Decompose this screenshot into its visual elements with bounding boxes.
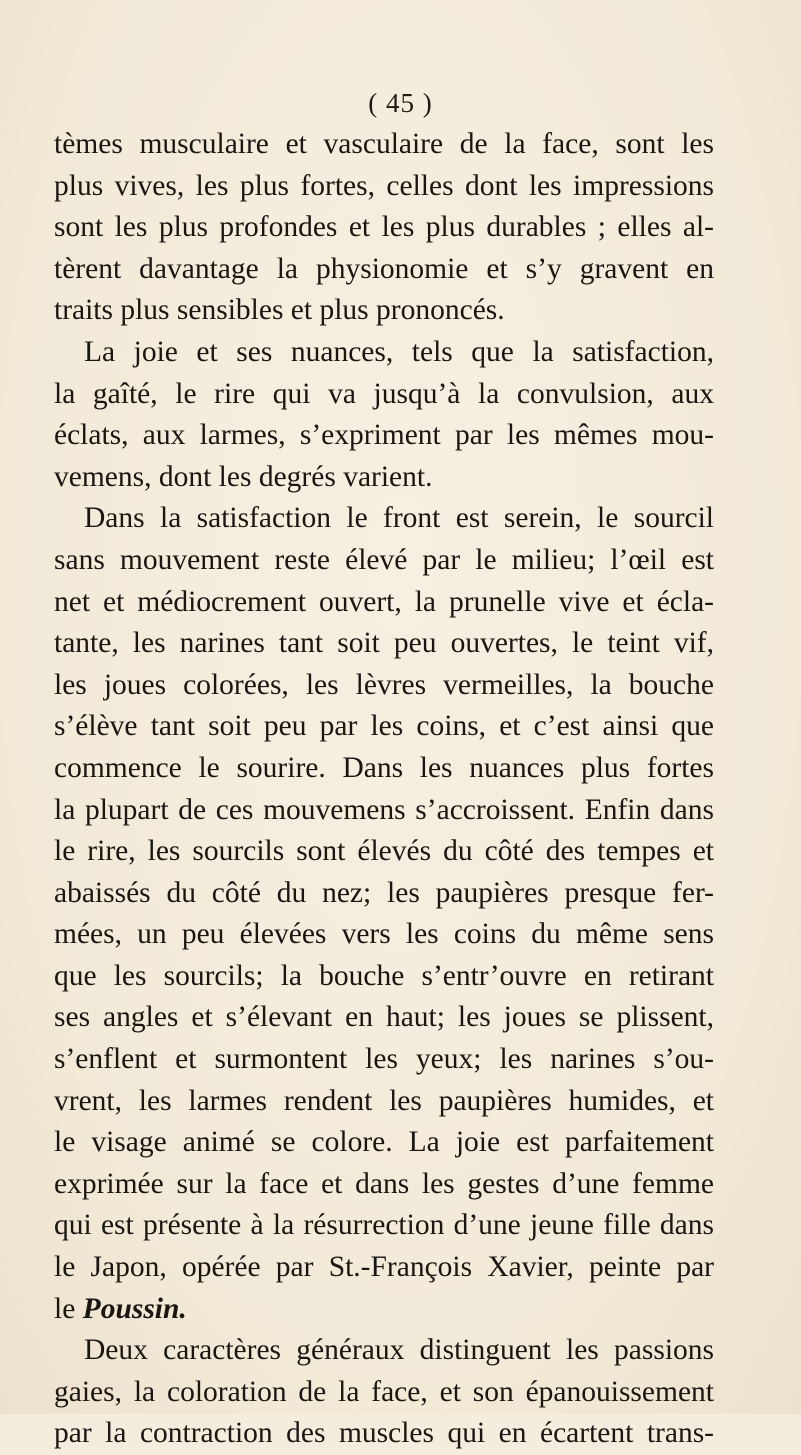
text-line: par la contraction des muscles qui en écartent trans- bbox=[54, 1417, 714, 1450]
text-line: la plupart de ces mouvemens s’accroissent. Enfin dans bbox=[54, 793, 714, 826]
text-line: gaies, la coloration de la face, et son épanouissement bbox=[54, 1375, 714, 1408]
text-line: tèmes musculaire et vasculaire de la face, sont les bbox=[54, 128, 714, 160]
page-number: ( 45 ) bbox=[368, 88, 433, 118]
body-text bbox=[54, 124, 714, 1455]
text-line: tèrent davantage la physionomie et s’y gravent en bbox=[54, 252, 714, 285]
text-line: net et médiocrement ouvert, la prunelle vive et écla- bbox=[54, 585, 714, 618]
text-line: la gaîté, le rire qui va jusqu’à la convulsion, aux bbox=[54, 377, 714, 410]
text-line: vemens, dont les degrés varient. bbox=[54, 460, 433, 493]
text-line: tante, les narines tant soit peu ouvertes, le teint vif, bbox=[54, 627, 714, 660]
text-line: le Japon, opérée par St.-François Xavier, peinte par bbox=[54, 1251, 714, 1284]
text-line: abaissés du côté du nez; les paupières presque fer- bbox=[54, 876, 714, 909]
text-line: qui est présente à la résurrection d’une jeune fille dans bbox=[54, 1209, 714, 1242]
text-line: ses angles et s’élevant en haut; les joues se plissent, bbox=[54, 1001, 714, 1034]
text-line: sont les plus profondes et les plus durables ; elles al- bbox=[54, 211, 714, 244]
text-line: mées, un peu élevées vers les coins du même sens bbox=[54, 918, 714, 951]
paragraph-start-line: Deux caractères généraux distinguent les passions bbox=[84, 1334, 714, 1367]
text-line: traits plus sensibles et plus prononcés. bbox=[54, 294, 505, 327]
text-line: éclats, aux larmes, s’expriment par les mêmes mou- bbox=[54, 419, 714, 452]
text-line: le visage animé se colore. La joie est parfaitement bbox=[54, 1126, 714, 1159]
text-line: plus vives, les plus fortes, celles dont les impressions bbox=[54, 169, 714, 202]
paragraph-start-line: La joie et ses nuances, tels que la satisfaction, bbox=[84, 335, 714, 368]
painter-name: Poussin. bbox=[82, 1292, 187, 1325]
text-line: s’enflent et surmontent les yeux; les narines s’ou- bbox=[54, 1043, 714, 1076]
text-line bbox=[54, 1289, 714, 1331]
text-line: les joues colorées, les lèvres vermeilles, la bouche bbox=[54, 668, 714, 701]
text-line: le rire, les sourcils sont élevés du côté des tempes et bbox=[54, 835, 714, 868]
text-line: vrent, les larmes rendent les paupières humides, et bbox=[54, 1084, 714, 1117]
text-line: commence le sourire. Dans les nuances plus fortes bbox=[54, 751, 714, 784]
text-line: s’élève tant soit peu par les coins, et c’est ainsi que bbox=[54, 710, 714, 743]
text-line: sans mouvement reste élevé par le milieu; l’œil est bbox=[54, 543, 714, 576]
text-line: que les sourcils; la bouche s’entr’ouvre en retirant bbox=[54, 959, 714, 992]
text-fragment: le bbox=[54, 1292, 76, 1325]
text-line: exprimée sur la face et dans les gestes d’une femme bbox=[54, 1167, 714, 1200]
paragraph-start-line: Dans la satisfaction le front est serein, le sourcil bbox=[84, 502, 714, 535]
